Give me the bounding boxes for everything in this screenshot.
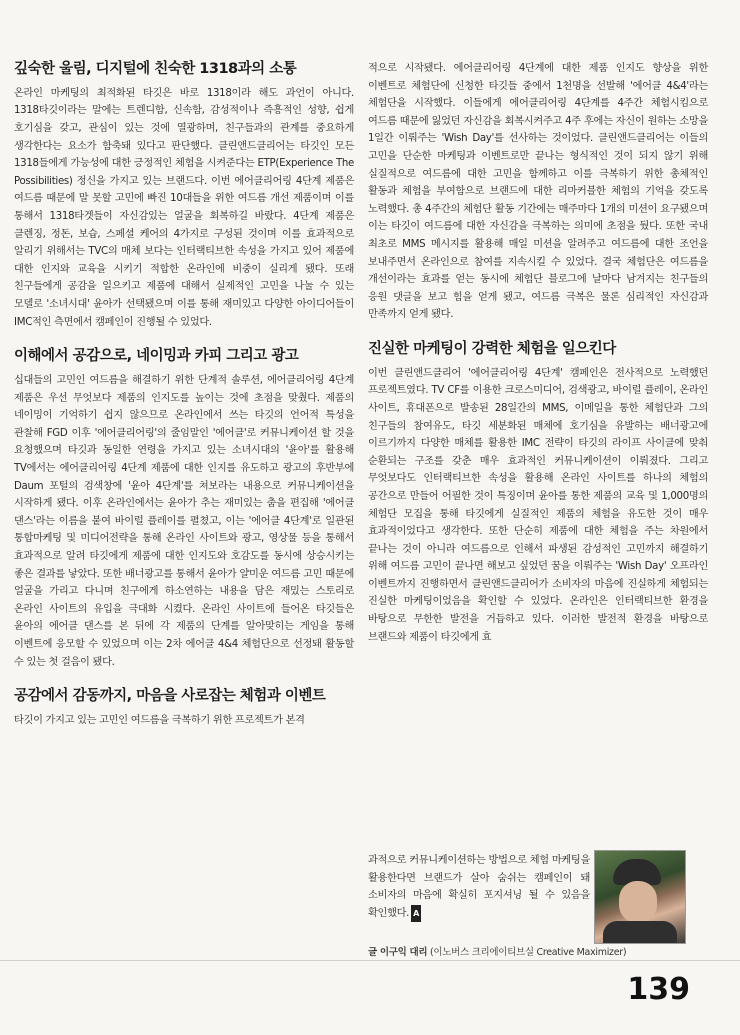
section-title: 공감에서 감동까지, 마음을 사로잡는 체험과 이벤트 bbox=[14, 688, 326, 705]
author-photo bbox=[594, 850, 686, 944]
section-body: 타깃이 가지고 있는 고민인 여드름을 극복하기 위한 프로젝트가 본격 bbox=[14, 714, 305, 726]
author-face bbox=[619, 881, 657, 923]
section-body: 적으로 시작됐다. 에어클리어링 4단계에 대한 제품 인지도 향상을 위한 이벤트로 체험단에 신청한 타깃들 중에서 1천명을 선발해 '에어클 4&4'라는 체험단을 시작했다. 이들에게 에어클리어링 4단계를 4주간 체험시킴으로 여드름 때문에 잃었던 자신감을 회복시켜주고 4주 후에는 자신이 원하는 소망을 1일간 이뤄주는 'Wish Day'를 선사하는 것이었다. 클린앤드클리어는 이들의 고민을 단순한 마케팅과 이벤트로만 끝나는 형식적인 것이 되지 않기 위해 실질적으로 여드름에 대한 고민을 함께하고 이를 극복하기 위한 총체적인 활동과 체험을 부여함으로 브랜드에 대한 리마커블한 체험의 기억을 갖도록 노력했다. 총 4주간의 체험단 활동 기간에는 매주마다 1개의 미션이 요구됐으며 이는 타깃이 여드름에 대한 자신감을 극복하는 의미에 초점을 뒀다. 또한 국내 최초로 MMS 메시지를 활용해 매일 미션을 알려주고 여드름에 대한 조언을 보내주면서 온라인으로 참여를 지속시킬 수 있었다. 결국 체험단은 여드름을 개선이라는 효과를 얻는 동시에 체험단 블로그에 날마다 남겨지는 친구들의 응원 댓글을 보고 힘을 얻게 됐고, 여드름 극복은 물론 심리적인 자신감과 만족까지 얻게 됐다. bbox=[368, 63, 708, 321]
author-org: (이노버스 크리에이티브실 Creative Maximizer) bbox=[430, 947, 627, 958]
section-experience bbox=[14, 687, 354, 729]
section-body: 온라인 마케팅의 최적화된 타깃은 바로 1318이라 해도 과언이 아니다. 1318타깃이라는 말에는 트렌디함, 신속함, 감성적이나 즉흥적인 성향, 쉽게 호기심을 갖고, 관심이 있는 것에 열광하며, 친구들과의 관계를 중요하게 생각한다는 요소가 함축돼 있다고 판단했다. 클린앤드클리어는 타깃인 모든 1318들에게 가능성에 대한 긍정적인 체험을 시켜준다는 ETP(Experience The Possibilities) 정신을 가지고 있는 브랜드다. 이번 에어클리어링 4단계 제품은 여드름 때문에 말 못할 고민에 빠진 10대들을 위한 여드름 개선 제품이며 이를 통해서 1318타겟들이 자신감있는 얼굴을 회복하길 바랐다. 4단계 제품은 클렌징, 정돈, 보습, 스페셜 케어의 4가지로 구성된 것이며 이를 효과적으로 알리기 위해서는 TVC의 매체 보다는 인터랙티브한 속성을 가지고 있어 제품에 대한 인지와 교육을 시키기 적합한 온라인에 비중이 실리게 됐다. 또래 친구들에게 공감을 일으키고 제품에 대해서 실제적인 고민을 나눌 수 있는 모델로 '소녀시대' 윤아가 선택됐으며 이를 통해 재미있고 다양한 아이디어들이 IMC적인 측면에서 캠페인이 진행될 수 있었다. bbox=[14, 87, 354, 328]
author-name: 글 이구익 대리 bbox=[368, 947, 428, 958]
closing-paragraph bbox=[368, 852, 590, 922]
section-title: 깊숙한 울림, 디지털에 친숙한 1318과의 소통 bbox=[14, 61, 297, 77]
section-1318 bbox=[14, 60, 354, 331]
left-column bbox=[14, 60, 354, 746]
section-title: 이해에서 공감으로, 네이밍과 카피 그리고 광고 bbox=[14, 348, 299, 365]
end-mark-badge: A bbox=[411, 905, 421, 923]
section-naming bbox=[14, 347, 354, 671]
section-body: 이번 클린앤드클리어 '에어클리어링 4단계' 캠페인은 전사적으로 노력했던 프로젝트였다. TV CF를 이용한 크로스미디어, 검색광고, 바이럴 플레이, 온라인 사이트, 휴대폰으로 발송된 28일간의 MMS, 이메일을 통한 체험단과 그의 친구들의 참여유도, 타깃 세분화된 매체에 호기심을 유발하는 배너광고에 이르기까지 다양한 매체를 활용한 IMC 전략이 타깃의 라이프 사이클에 맞춰 순환되는 구조를 갖춘 매우 효과적인 커뮤니케이션이 이뤄졌다. 그리고 무엇보다도 인터랙티브한 속성을 활용해 온라인 사이트를 하나의 체험의 공간으로 만들어 어필한 것이 특징이며 윤아를 통한 제품의 교육 및 1,000명의 체험단 모집을 통해 타깃에게 실질적인 제품의 체험을 유도한 것이 매우 효과적이었다고 생각한다. 또한 단순히 제품에 대한 체험을 주는 차원에서 끝나는 것이 아니라 여드름으로 인해서 파생된 감성적인 고민까지 해결하기 위해 여드름 고민이 끝나면 해보고 싶었던 꿈을 이뤄주는 'Wish Day' 오프라인 이벤트까지 진행하면서 클린앤드클리어가 소비자의 마음에 진실하게 체험되는 진실한 마케팅이었음을 확인할 수 있었다. 온라인은 인터랙티브한 환경을 바탕으로 무한한 발전을 거듭하고 있다. 이러한 발전적 환경을 바탕으로 브랜드와 제품이 타깃에게 효 bbox=[368, 367, 708, 643]
page-number: 139 bbox=[627, 972, 690, 1007]
section-title: 진실한 마케팅이 강력한 체험을 일으킨다 bbox=[368, 340, 616, 357]
author-body bbox=[603, 921, 677, 943]
right-column bbox=[368, 60, 708, 662]
footer-divider bbox=[0, 960, 740, 961]
section-continued bbox=[368, 60, 708, 324]
section-body: 십대들의 고민인 여드름을 해결하기 위한 단계적 솔루션, 에어클리어링 4단계 제품은 우선 무엇보다 제품의 인지도를 높이는 것에 초점을 맞췄다. 제품의 네이밍이 기억하기 쉽지 않으므로 온라인에서 쓰는 타깃의 언어적 특성을 관찰해 FGD 이후 '에어클리어링'의 줄임말인 '에어클'로 커뮤니케이션 할 것을 요청했으며 타깃과 동일한 연령을 가지고 있는 소녀시대의 '윤아'를 활용해 TV에서는 에어클리어링 4단계 제품에 대한 인지를 유도하고 광고의 후반부에 Daum 포털의 검색창에 '윤아 4단계'를 쳐보라는 내용으로 커뮤니케이션을 시작하게 됐다. 이후 온라인에서는 윤아가 추는 재미있는 춤을 편집해 '에어클 댄스'라는 이름을 붙여 바이럴 플레이를 펼쳤고, 이는 '에어클 4단계'로 일관된 통합마케팅 및 미디어전략을 통해 온라인 사이트와 광고, 영상물 등을 통해서 효과적으로 알려 타깃에게 제품에 대한 인지도와 호감도를 동시에 상승시키는 좋은 결과를 낳았다. 또한 배너광고를 통해서 윤아가 얄미운 여드름 고민 때문에 얼굴을 가리고 다니며 친구에게 하소연하는 내용을 담은 재밌는 스토리로 온라인 사이트의 유입을 극대화 시켰다. 온라인 사이트에 들어온 타깃들은 윤아의 에어클 댄스를 본 뒤에 각 제품의 단계를 알아맞히는 게임을 통해 이벤트에 응모할 수 있었으며 이는 2차 에어클 4&4 체험단으로 선정돼 활동할 수 있는 첫 걸음이 됐다. bbox=[14, 375, 354, 668]
author-byline bbox=[368, 944, 626, 958]
section-marketing bbox=[368, 340, 708, 646]
closing-text: 과적으로 커뮤니케이션하는 방법으로 체험 마케팅을 활용한다면 브랜드가 살아 숨쉬는 캠페인이 돼 소비자의 마음에 확실히 포지셔닝 될 수 있음을 확인했다. bbox=[368, 855, 590, 919]
